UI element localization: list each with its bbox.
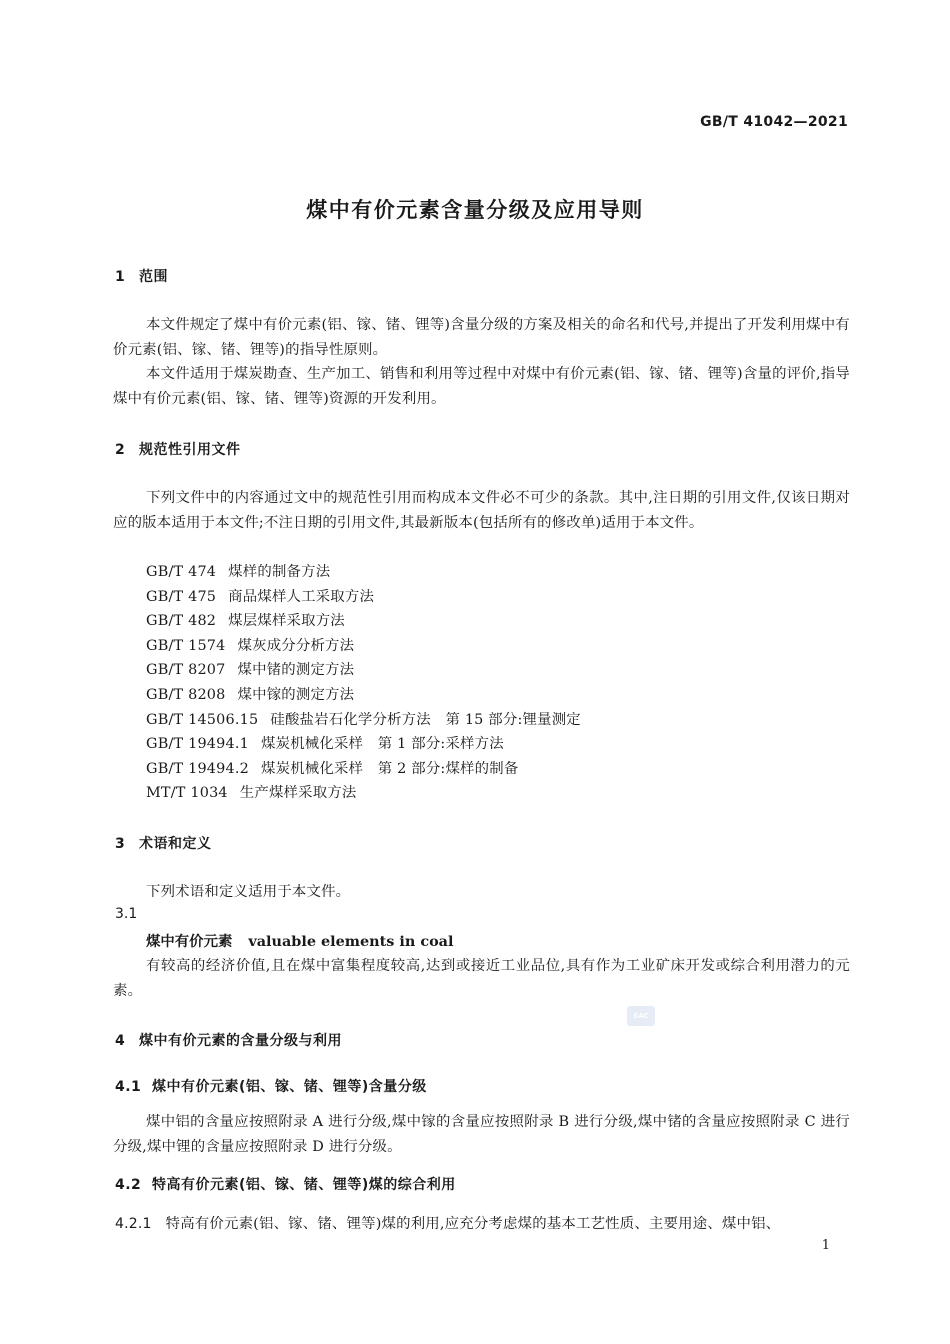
reference-code: GB/T 1574	[146, 637, 226, 654]
subsection-title: 煤中有价元素(铝、镓、锗、锂等)含量分级	[152, 1079, 427, 1095]
reference-item	[146, 732, 581, 757]
reference-title: 煤灰成分分析方法	[237, 637, 355, 654]
section-4-heading	[115, 1030, 342, 1050]
section-number: 4	[115, 1033, 126, 1049]
sac-watermark	[627, 1006, 655, 1026]
section-1-paragraph-1: 本文件规定了煤中有价元素(铝、镓、锗、锂等)含量分级的方案及相关的命名和代号,并提出了开发利用煤中有价元素(铝、镓、锗、锂等)的指导性原则。	[113, 317, 850, 358]
reference-title: 煤中镓的测定方法	[237, 686, 355, 703]
section-4-2-heading	[115, 1174, 456, 1194]
normative-reference-list	[146, 560, 581, 806]
reference-title: 煤层煤样采取方法	[228, 613, 345, 630]
reference-title: 煤炭机械化采样 第 2 部分:煤样的制备	[261, 760, 519, 777]
term-definition: 有较高的经济价值,且在煤中富集程度较高,达到或接近工业品位,具有作为工业矿床开发或综合利用潜力的元素。	[113, 958, 850, 999]
section-1-heading	[115, 266, 168, 286]
reference-title: 煤炭机械化采样 第 1 部分:采样方法	[261, 736, 504, 753]
reference-code: GB/T 8208	[146, 686, 226, 703]
reference-code: GB/T 19494.2	[146, 760, 250, 777]
clause-number: 4.2.1	[115, 1216, 152, 1232]
reference-item	[146, 708, 581, 733]
document-title: 煤中有价元素含量分级及应用导则	[306, 198, 644, 222]
reference-code: MT/T 1034	[146, 785, 228, 802]
reference-code: GB/T 474	[146, 564, 217, 580]
reference-title: 硅酸盐岩石化学分析方法 第 15 部分:锂量测定	[270, 711, 581, 728]
reference-item	[146, 585, 581, 610]
section-4-1-paragraph: 煤中铝的含量应按照附录 A 进行分级,煤中镓的含量应按照附录 B 进行分级,煤中锗的含量应按照附录 C 进行分级,煤中锂的含量应按照附录 D 进行分级。	[113, 1114, 850, 1155]
reference-item	[146, 658, 581, 683]
reference-item	[146, 634, 581, 659]
standard-code: GB/T 41042—2021	[700, 114, 848, 130]
section-2-paragraph-1: 下列文件中的内容通过文中的规范性引用而构成本文件必不可少的条款。其中,注日期的引用文件,仅该日期对应的版本适用于本文件;不注日期的引用文件,其最新版本(包括所有的修改单)适用于本文件。	[113, 490, 850, 531]
section-4-1-heading	[115, 1076, 427, 1096]
reference-code: GB/T 482	[146, 613, 217, 630]
watermark-text: SAC	[633, 1012, 649, 1020]
section-number: 2	[115, 442, 126, 458]
reference-item	[146, 560, 581, 585]
reference-title: 煤中锗的测定方法	[237, 662, 355, 679]
reference-code: GB/T 8207	[146, 662, 226, 679]
reference-code: GB/T 14506.15	[146, 711, 259, 728]
reference-title: 生产煤样采取方法	[239, 785, 357, 802]
section-title: 范围	[139, 269, 168, 285]
reference-code: GB/T 475	[146, 588, 217, 605]
subsection-number: 4.1	[115, 1079, 142, 1095]
section-title: 规范性引用文件	[139, 442, 241, 458]
reference-title: 煤样的制备方法	[228, 564, 331, 580]
subsection-number: 4.2	[115, 1177, 142, 1193]
clause-text: 特高有价元素(铝、镓、锗、锂等)煤的利用,应充分考虑煤的基本工艺性质、主要用途、煤中铝、	[165, 1216, 781, 1232]
reference-title: 商品煤样人工采取方法	[228, 588, 375, 605]
reference-item	[146, 683, 581, 708]
section-title: 煤中有价元素的含量分级与利用	[139, 1033, 342, 1049]
page-number: 1	[821, 1238, 830, 1253]
term-number: 3.1	[115, 906, 138, 922]
reference-item	[146, 781, 581, 806]
section-3-heading	[115, 833, 212, 853]
section-3-paragraph-1: 下列术语和定义适用于本文件。	[146, 884, 351, 900]
section-number: 1	[115, 269, 126, 285]
term-chinese: 煤中有价元素	[146, 934, 233, 950]
term-english: valuable elements in coal	[248, 933, 454, 950]
section-2-heading	[115, 439, 241, 459]
clause-4-2-1	[115, 1212, 850, 1233]
reference-item	[146, 609, 581, 634]
reference-code: GB/T 19494.1	[146, 736, 250, 753]
reference-item	[146, 757, 581, 782]
section-title: 术语和定义	[139, 836, 212, 852]
section-number: 3	[115, 836, 126, 852]
term-entry	[146, 930, 453, 951]
section-1-paragraph-2: 本文件适用于煤炭勘查、生产加工、销售和利用等过程中对煤中有价元素(铝、镓、锗、锂等)含量的评价,指导煤中有价元素(铝、镓、锗、锂等)资源的开发利用。	[113, 366, 850, 407]
subsection-title: 特高有价元素(铝、镓、锗、锂等)煤的综合利用	[152, 1177, 456, 1193]
